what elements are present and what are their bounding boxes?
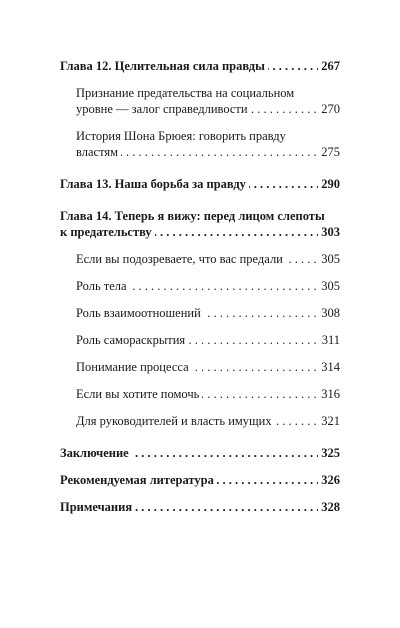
page-number: 316 bbox=[318, 386, 340, 402]
entry-title: Если вы подозреваете, что вас предали bbox=[76, 252, 286, 266]
toc-entry-chapter-14[interactable] bbox=[60, 208, 340, 240]
entry-title: Глава 13. Наша борьба за правду bbox=[60, 177, 249, 191]
page-number: 321 bbox=[318, 413, 340, 429]
toc-entry-understanding-process[interactable] bbox=[76, 359, 340, 375]
page-number: 325 bbox=[318, 445, 340, 461]
page-number: 270 bbox=[318, 101, 340, 117]
page-number: 311 bbox=[319, 332, 340, 348]
page-number: 305 bbox=[318, 251, 340, 267]
toc-entry-chapter-12[interactable] bbox=[60, 58, 340, 74]
toc-entry-conclusion[interactable] bbox=[60, 445, 340, 461]
toc-entry-role-of-relationships[interactable] bbox=[76, 305, 340, 321]
page-number: 314 bbox=[318, 359, 340, 375]
entry-title-line-1: Глава 14. Теперь я вижу: перед лицом слепоты bbox=[60, 209, 325, 223]
toc-entry-recommended-reading[interactable] bbox=[60, 472, 340, 488]
entry-title: Глава 12. Целительная сила правды bbox=[60, 59, 268, 73]
table-of-contents bbox=[60, 58, 340, 515]
entry-title: Роль тела bbox=[76, 279, 130, 293]
entry-title: Примечания bbox=[60, 500, 135, 514]
entry-title: Если вы хотите помочь bbox=[76, 387, 202, 401]
entry-title-line-2: уровне — залог справедливости bbox=[76, 102, 251, 116]
toc-entry-want-to-help[interactable] bbox=[76, 386, 340, 402]
entry-title: Заключение bbox=[60, 446, 132, 460]
entry-title: Роль самораскрытия bbox=[76, 333, 188, 347]
toc-entry-public-recognition[interactable] bbox=[76, 85, 340, 117]
entry-title: Рекомендуемая литература bbox=[60, 473, 217, 487]
entry-title: Для руководителей и власть имущих bbox=[76, 414, 275, 428]
entry-title-line-2: властям bbox=[76, 145, 121, 159]
entry-title: Понимание процесса bbox=[76, 360, 192, 374]
page-number: 303 bbox=[318, 224, 340, 240]
page-number: 308 bbox=[318, 305, 340, 321]
entry-title-line-1: История Шона Брюея: говорить правду bbox=[76, 129, 286, 143]
page-number: 267 bbox=[318, 58, 340, 74]
toc-entry-chapter-13[interactable] bbox=[60, 176, 340, 192]
toc-entry-role-of-body[interactable] bbox=[76, 278, 340, 294]
toc-entry-sean-bruyea[interactable] bbox=[76, 128, 340, 160]
toc-entry-role-of-self-disclosure[interactable] bbox=[76, 332, 340, 348]
page-number: 326 bbox=[318, 472, 340, 488]
entry-title: Роль взаимоотношений bbox=[76, 306, 204, 320]
page-number: 275 bbox=[318, 144, 340, 160]
toc-entry-suspect-betrayal[interactable] bbox=[76, 251, 340, 267]
page-number: 305 bbox=[318, 278, 340, 294]
page-number: 328 bbox=[318, 499, 340, 515]
entry-title-line-2: к предательству bbox=[60, 225, 155, 239]
toc-entry-for-leaders[interactable] bbox=[76, 413, 340, 429]
entry-title-line-1: Признание предательства на социальном bbox=[76, 86, 295, 100]
page-number: 290 bbox=[318, 176, 340, 192]
toc-entry-notes[interactable] bbox=[60, 499, 340, 515]
